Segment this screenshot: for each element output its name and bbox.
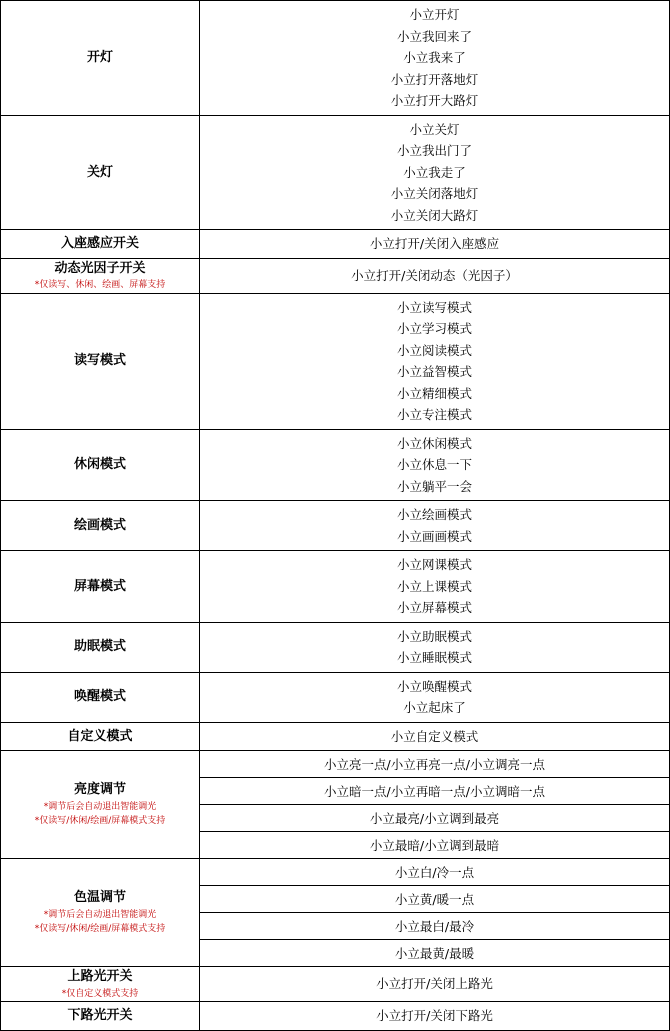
command-phrase: 小立休闲模式	[396, 435, 472, 451]
command-category-note: *仅读写/休闲/绘画/屏幕模式支持	[34, 924, 166, 935]
command-phrase: 小立我走了	[403, 164, 466, 180]
command-category-cell	[1, 859, 200, 967]
table-row	[1, 551, 670, 623]
command-phrase: 小立益智模式	[396, 364, 472, 379]
command-category-label: 唤醒模式	[73, 689, 126, 705]
command-category-note: *仅自定义模式支持	[61, 988, 139, 999]
command-category-label: 色温调节	[73, 890, 126, 906]
command-subrow	[200, 805, 669, 832]
table-row	[1, 622, 670, 672]
command-category-note: *调节后会自动退出智能调光	[43, 909, 157, 920]
command-category-cell	[1, 672, 200, 722]
command-phrase: 小立休息一下	[396, 457, 472, 472]
command-category-cell	[1, 230, 200, 259]
command-phrase: 小立打开/关闭上路光	[376, 976, 493, 992]
command-phrase-list	[200, 116, 669, 230]
command-phrase: 小立睡眠模式	[396, 650, 472, 665]
command-phrase: 小立躺平一会	[396, 478, 472, 494]
command-phrases-cell	[200, 115, 670, 230]
command-phrases-cell	[200, 751, 670, 859]
command-phrases-cell	[200, 501, 670, 551]
command-phrases-cell	[200, 622, 670, 672]
command-category-cell	[1, 501, 200, 551]
command-phrase: 小立上课模式	[396, 578, 472, 594]
command-phrase: 小立起床了	[403, 700, 466, 715]
command-category-label: 自定义模式	[67, 728, 133, 744]
command-category-label: 休闲模式	[73, 457, 126, 472]
command-category-cell	[1, 751, 200, 859]
command-phrase: 小立我回来了	[396, 28, 472, 44]
command-phrase: 小立自定义模式	[390, 728, 479, 744]
command-phrase: 小立绘画模式	[396, 507, 472, 522]
command-phrase: 小立亮一点/小立再亮一点/小立调亮一点	[200, 751, 669, 778]
command-category-cell	[1, 722, 200, 751]
table-row	[1, 293, 670, 429]
command-phrase-list	[200, 723, 669, 751]
command-category-label: 绘画模式	[73, 517, 126, 533]
command-subrow	[200, 913, 669, 940]
command-category-label: 亮度调节	[73, 782, 126, 798]
command-category-cell	[1, 115, 200, 230]
command-phrase-list	[200, 501, 669, 550]
table-row	[1, 967, 670, 1002]
command-category-label: 动态光因子开关	[54, 260, 146, 276]
command-phrase-list	[200, 1, 669, 115]
table-row	[1, 751, 670, 859]
command-phrase-list	[200, 623, 669, 672]
command-phrases-cell	[200, 722, 670, 751]
command-phrase: 小立助眠模式	[396, 628, 472, 644]
command-phrase: 小立最亮/小立调到最亮	[200, 805, 669, 832]
command-phrase-list	[200, 230, 669, 258]
command-phrase: 小立我出门了	[396, 143, 472, 158]
command-category-cell	[1, 967, 200, 1002]
table-row	[1, 722, 670, 751]
command-phrase: 小立打开/关闭动态（光因子）	[351, 267, 518, 283]
command-subrow	[200, 886, 669, 913]
command-phrases-cell	[200, 967, 670, 1002]
command-category-cell	[1, 429, 200, 501]
command-phrase: 小立关闭大路灯	[390, 207, 479, 223]
command-phrases-subtable	[200, 751, 669, 858]
command-category-label: 开灯	[86, 50, 113, 65]
command-category-note: *调节后会自动退出智能调光	[43, 801, 157, 812]
command-category-label: 下路光开关	[67, 1008, 133, 1023]
command-phrase: 小立打开落地灯	[390, 71, 479, 87]
command-phrase: 小立打开大路灯	[390, 93, 479, 108]
table-row	[1, 230, 670, 259]
command-phrases-cell	[200, 551, 670, 623]
command-category-cell	[1, 258, 200, 293]
command-phrases-cell	[200, 859, 670, 967]
command-phrase-list	[200, 673, 669, 722]
command-category-cell	[1, 1002, 200, 1031]
command-category-cell	[1, 551, 200, 623]
command-phrase-list	[200, 551, 669, 622]
command-phrases-cell	[200, 1002, 670, 1031]
command-phrase-list	[200, 430, 669, 501]
command-phrases-cell	[200, 1, 670, 116]
command-phrase: 小立唤醒模式	[396, 678, 472, 694]
command-phrase: 小立最白/最冷	[200, 913, 669, 940]
table-row	[1, 1, 670, 116]
command-phrases-cell	[200, 672, 670, 722]
command-phrase: 小立打开/关闭下路光	[376, 1008, 493, 1023]
command-phrase: 小立最黄/最暖	[394, 946, 475, 961]
command-phrase-list	[200, 970, 669, 998]
table-row	[1, 672, 670, 722]
command-phrase: 小立关灯	[409, 121, 460, 137]
command-subrow	[200, 832, 669, 859]
command-subrow	[200, 859, 669, 886]
command-category-label: 关灯	[86, 164, 113, 180]
table-row	[1, 859, 670, 967]
command-phrase: 小立暗一点/小立再暗一点/小立调暗一点	[200, 778, 669, 805]
command-phrase: 小立我来了	[403, 50, 466, 65]
command-phrase: 小立打开/关闭入座感应	[369, 236, 500, 251]
command-phrase: 小立画画模式	[396, 528, 472, 544]
command-phrase: 小立网课模式	[396, 557, 472, 572]
command-category-label: 读写模式	[73, 353, 126, 369]
command-phrase: 小立黄/暖一点	[200, 886, 669, 913]
command-phrase: 小立专注模式	[396, 407, 472, 422]
command-phrase: 小立学习模式	[396, 321, 472, 336]
table-row	[1, 501, 670, 551]
command-phrases-cell	[200, 230, 670, 259]
table-row	[1, 429, 670, 501]
command-phrase: 小立阅读模式	[396, 342, 472, 358]
command-phrase-list	[200, 1002, 669, 1030]
command-category-cell	[1, 1, 200, 116]
command-category-label: 入座感应开关	[60, 236, 139, 251]
command-category-label: 上路光开关	[67, 969, 133, 984]
command-category-label: 助眠模式	[73, 639, 126, 655]
command-phrases-subtable	[200, 859, 669, 966]
table-row	[1, 115, 670, 230]
command-phrase: 小立精细模式	[396, 385, 472, 401]
command-category-note: *仅读写/休闲/绘画/屏幕模式支持	[34, 816, 166, 827]
command-phrases-cell	[200, 258, 670, 293]
command-category-cell	[1, 622, 200, 672]
command-phrases-cell	[200, 429, 670, 501]
command-phrase: 小立读写模式	[396, 299, 472, 315]
command-phrase: 小立关闭落地灯	[390, 186, 479, 201]
command-subrow	[200, 940, 669, 967]
command-phrase: 小立屏幕模式	[396, 600, 472, 615]
command-category-note: *仅读写、休闲、绘画、屏幕支持	[34, 280, 166, 290]
command-phrase: 小立开灯	[409, 7, 460, 22]
command-phrase-list	[200, 294, 669, 429]
command-category-cell	[1, 293, 200, 429]
command-subrow	[200, 778, 669, 805]
table-body	[1, 1, 670, 1031]
command-phrase: 小立白/冷一点	[200, 859, 669, 886]
command-phrase-list	[200, 262, 669, 290]
table-row	[1, 1002, 670, 1031]
command-subrow	[200, 751, 669, 778]
table-row	[1, 258, 670, 293]
command-category-label: 屏幕模式	[73, 578, 126, 594]
command-phrases-cell	[200, 293, 670, 429]
command-phrase: 小立最暗/小立调到最暗	[369, 838, 500, 853]
